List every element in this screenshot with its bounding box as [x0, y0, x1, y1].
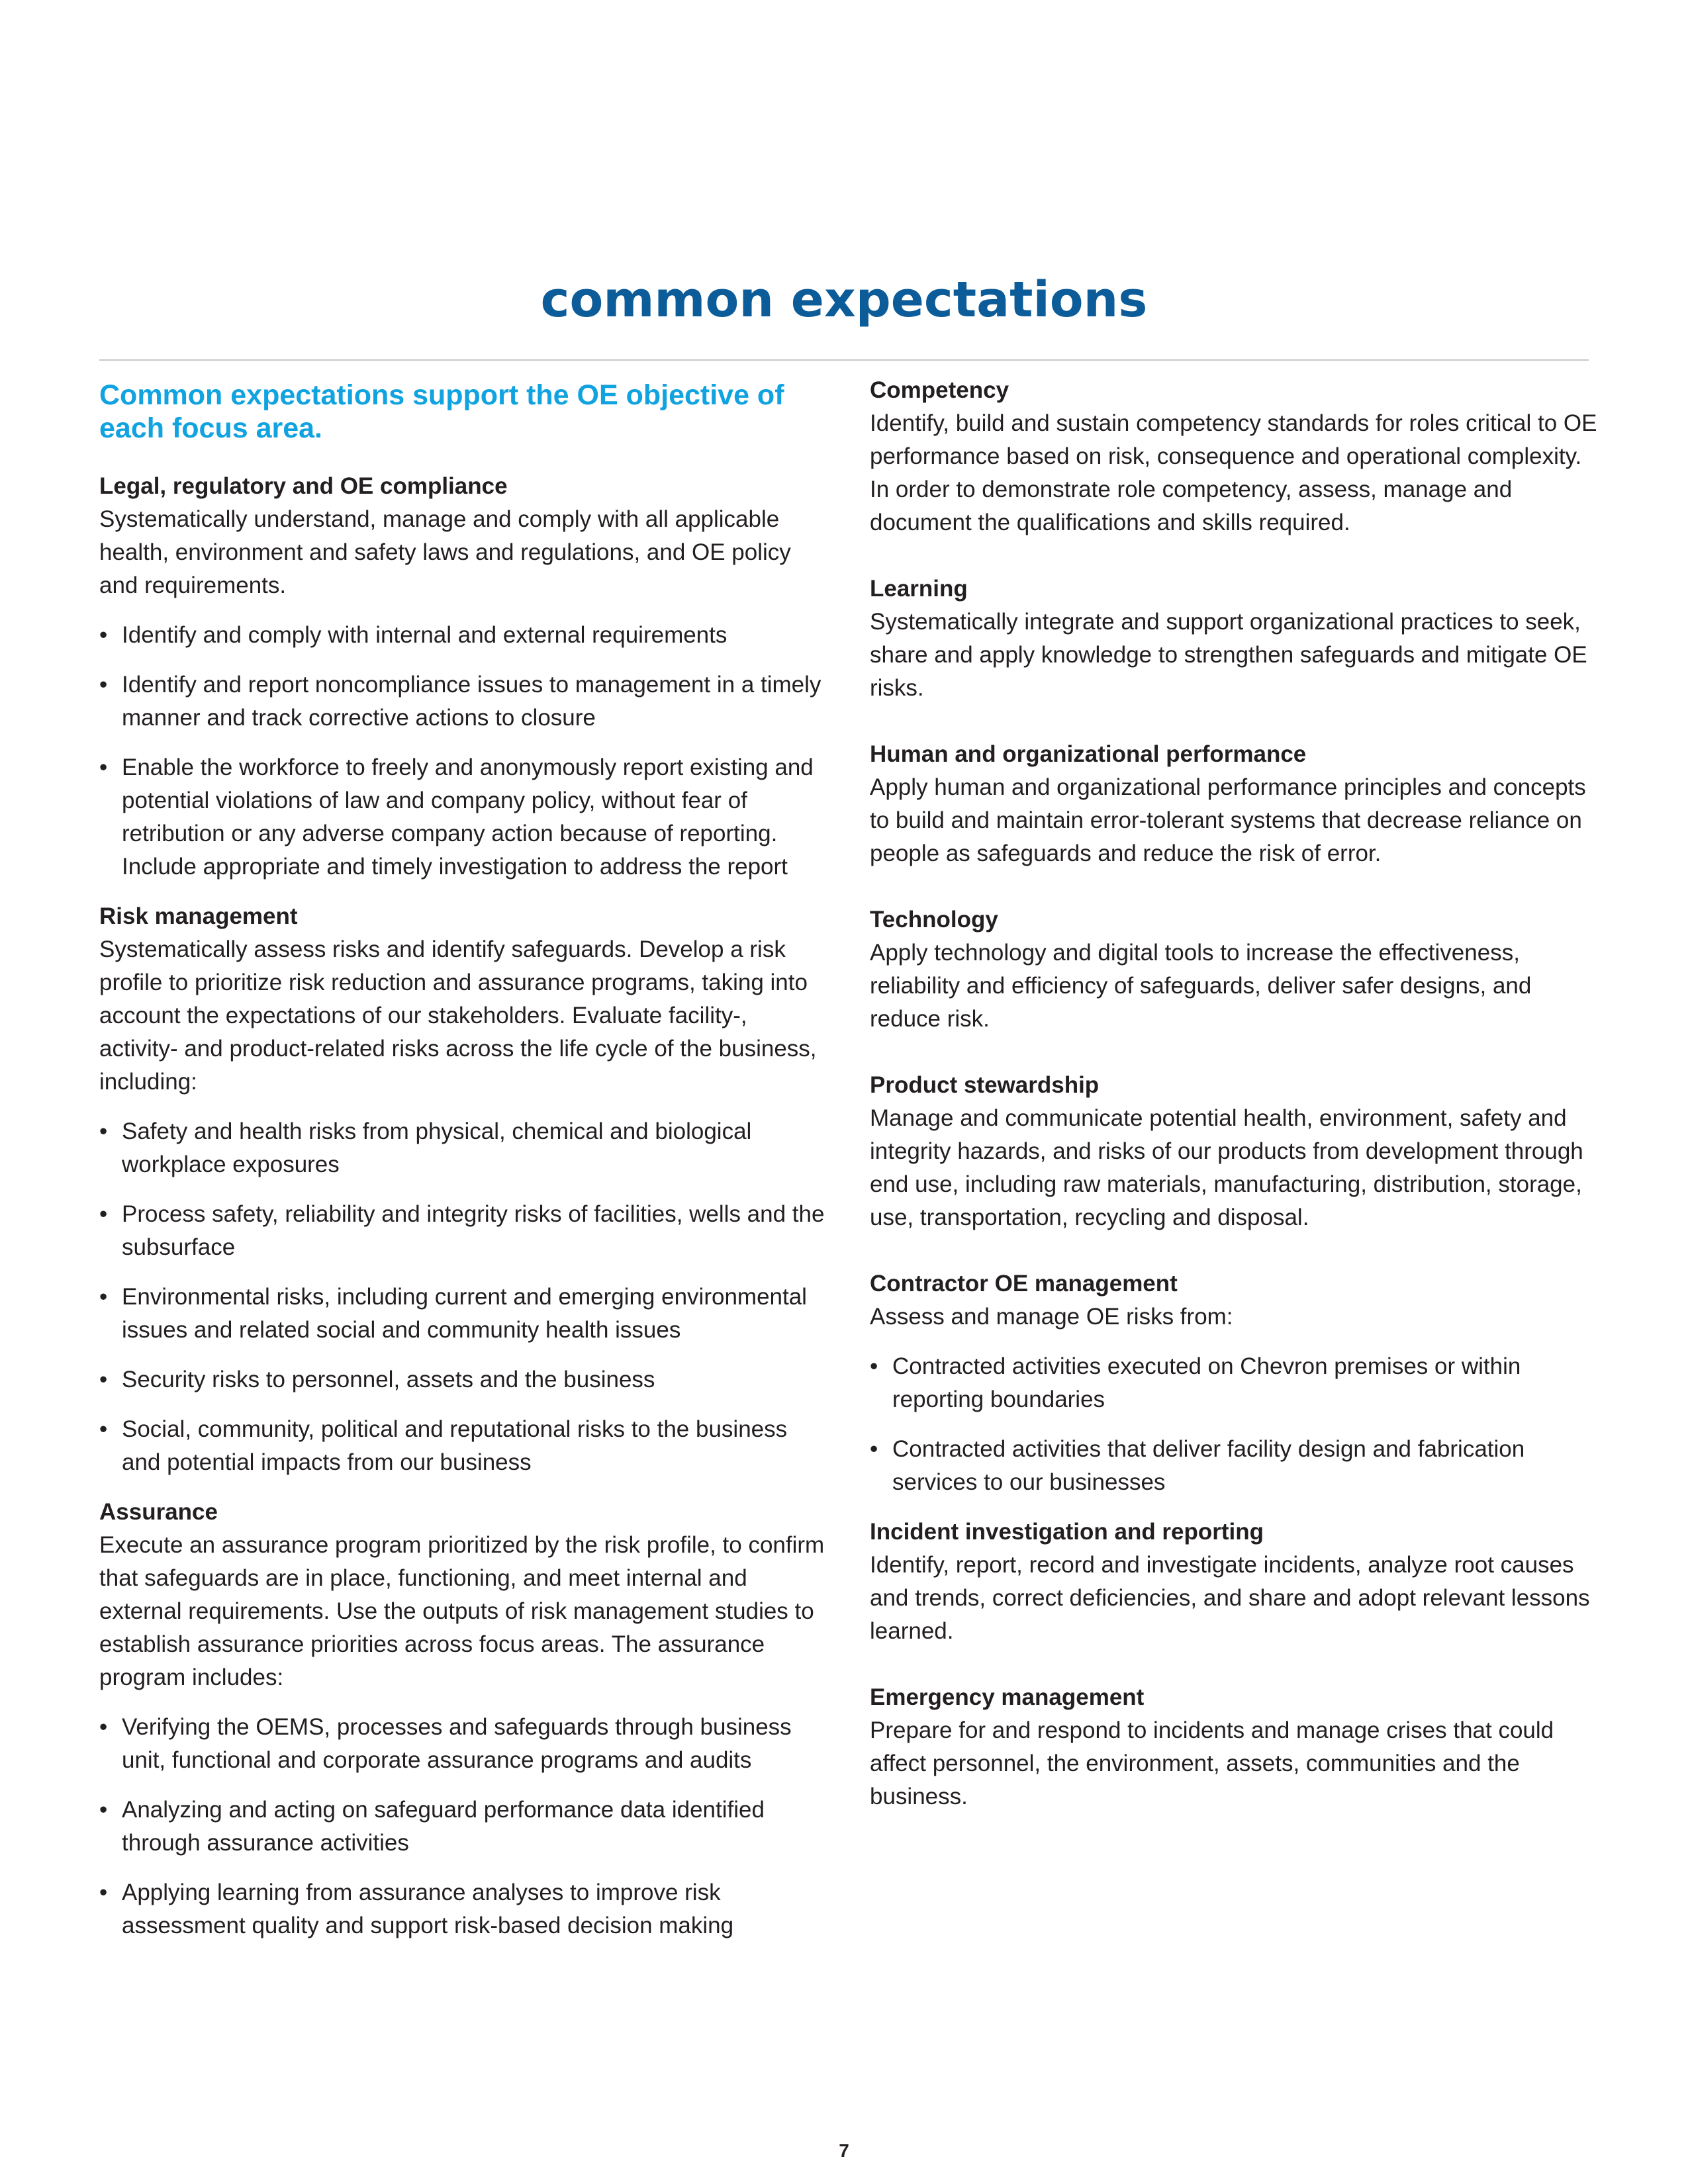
right-column — [870, 374, 1598, 1846]
bullet-item: • Process safety, reliability and integrity risks of facilities, wells and the subsurface — [99, 1198, 827, 1264]
section-body: Manage and communicate potential health, environment, safety and integrity hazards, and risks of our products from development through end use, including raw materials, manufacturing, distribution, storage, use, transportation, recycling and disposal. — [870, 1105, 1583, 1230]
section-heading: Product stewardship — [870, 1072, 1100, 1098]
bullet-item: • Contracted activities that deliver facility design and fabrication services to our businesses — [870, 1433, 1598, 1499]
section-body: Systematically assess risks and identify safeguards. Develop a risk profile to prioritize risk reduction and assurance programs, taking into account the expectations of our stakeholders. Evaluate facility-, activity- and product-related risks across the life cycle of the business, including: — [99, 936, 817, 1095]
section-heading: Competency — [870, 377, 1009, 403]
section-learning — [870, 572, 1598, 705]
section-technology — [870, 903, 1598, 1036]
left-column — [99, 374, 827, 1959]
bullet-item: • Environmental risks, including current and emerging environmental issues and related social and community health issues — [99, 1281, 827, 1347]
page-title: common expectations — [540, 271, 1148, 328]
intro-statement: Common expectations support the OE objective of each focus area. — [99, 379, 784, 444]
section-assurance — [99, 1496, 827, 1942]
bullet-item: • Identify and report noncompliance issues to management in a timely manner and track corrective actions to closure — [99, 668, 827, 735]
section-heading: Emergency management — [870, 1684, 1145, 1710]
bullet-item: • Social, community, political and reputational risks to the business and potential impacts from our business — [99, 1413, 827, 1479]
title-divider — [99, 359, 1589, 361]
bullet-item: • Applying learning from assurance analyses to improve risk assessment quality and support risk-based decision making — [99, 1876, 827, 1942]
bullet-item: • Verifying the OEMS, processes and safeguards through business unit, functional and corporate assurance programs and audits — [99, 1711, 827, 1777]
section-legal-compliance — [99, 470, 827, 884]
section-product-stewardship — [870, 1069, 1598, 1234]
section-risk-management — [99, 900, 827, 1479]
section-body: Prepare for and respond to incidents and manage crises that could affect personnel, the environment, assets, communities and the business. — [870, 1717, 1554, 1809]
bullet-item: • Security risks to personnel, assets and the business — [99, 1363, 827, 1396]
section-competency — [870, 374, 1598, 539]
section-contractor-oe — [870, 1267, 1598, 1499]
section-body: Identify, build and sustain competency standards for roles critical to OE performance based on risk, consequence and operational complexity. In order to demonstrate role competency, assess, manage and document the qualifications and skills required. — [870, 410, 1597, 535]
bullet-list — [99, 1711, 827, 1942]
section-body: Apply human and organizational performance principles and concepts to build and maintain error-tolerant systems that decrease reliance on people as safeguards and reduce the risk of error. — [870, 774, 1586, 866]
section-heading: Risk management — [99, 903, 298, 929]
section-heading: Human and organizational performance — [870, 741, 1307, 767]
bullet-item: • Contracted activities executed on Chevron premises or within reporting boundaries — [870, 1350, 1598, 1416]
section-human-performance — [870, 738, 1598, 870]
bullet-item: • Safety and health risks from physical, chemical and biological workplace exposures — [99, 1115, 827, 1181]
section-incident-investigation — [870, 1516, 1598, 1648]
bullet-item: • Identify and comply with internal and external requirements — [99, 619, 827, 652]
section-body: Apply technology and digital tools to increase the effectiveness, reliability and efficiency of safeguards, deliver safer designs, and reduce risk. — [870, 940, 1532, 1032]
section-body: Identify, report, record and investigate incidents, analyze root causes and trends, correct deficiencies, and share and adopt relevant lessons learned. — [870, 1552, 1590, 1644]
section-emergency-management — [870, 1681, 1598, 1813]
section-heading: Assurance — [99, 1499, 218, 1525]
section-body: Execute an assurance program prioritized by the risk profile, to confirm that safeguards are in place, functioning, and meet internal and external requirements. Use the outputs of risk management studies to establish assurance priorities across focus areas. The assurance program includes: — [99, 1532, 825, 1690]
page-number: 7 — [839, 2140, 849, 2161]
section-body: Systematically integrate and support organizational practices to seek, share and apply knowledge to strengthen safeguards and mitigate OE risks. — [870, 609, 1587, 701]
bullet-item: • Enable the workforce to freely and anonymously report existing and potential violations of law and company policy, without fear of retribution or any adverse company action because of reporting. Include appropriate and timely investigation to address the report — [99, 751, 827, 884]
bullet-list — [870, 1350, 1598, 1499]
section-heading: Learning — [870, 576, 968, 602]
section-heading: Technology — [870, 907, 998, 933]
section-body: Assess and manage OE risks from: — [870, 1304, 1233, 1330]
section-heading: Contractor OE management — [870, 1271, 1178, 1297]
bullet-item: • Analyzing and acting on safeguard performance data identified through assurance activities — [99, 1794, 827, 1860]
section-body: Systematically understand, manage and comply with all applicable health, environment and safety laws and regulations, and OE policy and requirements. — [99, 506, 791, 598]
section-heading: Incident investigation and reporting — [870, 1519, 1264, 1545]
bullet-list — [99, 1115, 827, 1479]
section-heading: Legal, regulatory and OE compliance — [99, 473, 508, 499]
bullet-list — [99, 619, 827, 884]
